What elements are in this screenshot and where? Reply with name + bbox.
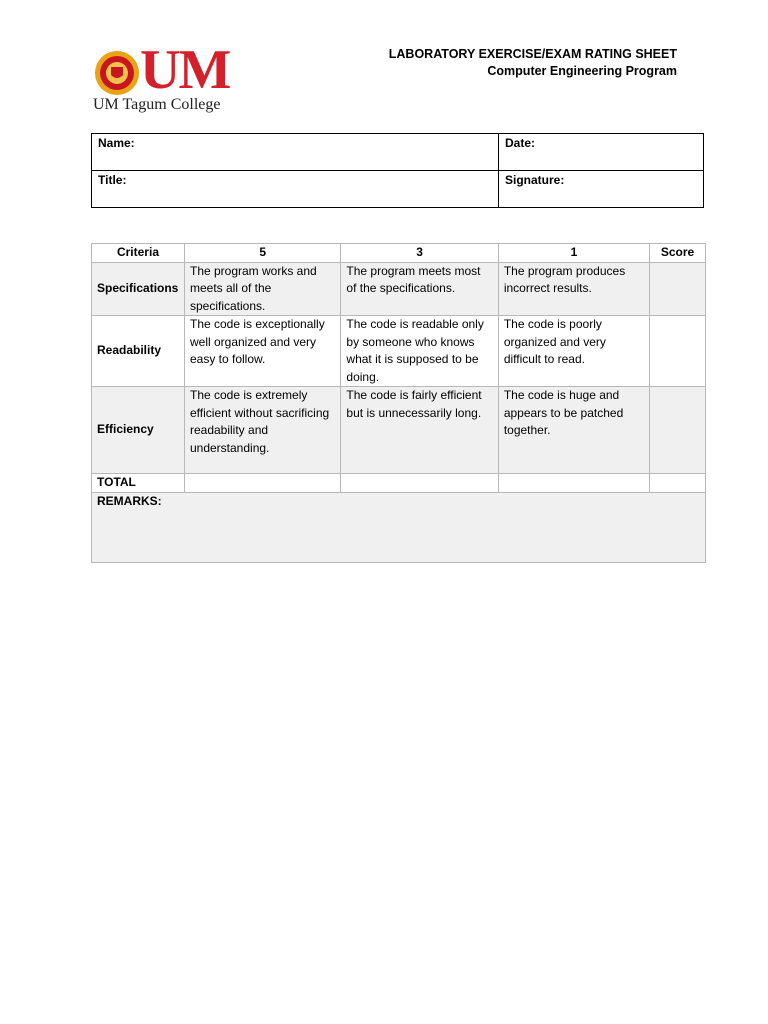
rubric-table xyxy=(91,243,706,563)
total-label: TOTAL xyxy=(92,474,185,493)
remarks-label: REMARKS: xyxy=(97,493,162,508)
college-name: UM Tagum College xyxy=(93,96,221,113)
descriptor-cell: The code is extremely efficient without sacrificing readability and understanding. xyxy=(184,387,340,474)
total-score-cell[interactable] xyxy=(650,474,706,493)
name-label: Name: xyxy=(98,136,135,150)
criteria-cell: Specifications xyxy=(92,262,185,316)
student-info-table xyxy=(91,133,704,208)
program-name: Computer Engineering Program xyxy=(487,64,677,78)
descriptor-cell: The code is huge and appears to be patched together. xyxy=(498,387,649,474)
total-row xyxy=(92,474,706,493)
descriptor-cell: The program meets most of the specifications. xyxy=(341,262,498,316)
table-row xyxy=(92,316,706,387)
score-1-header: 1 xyxy=(498,244,649,263)
rubric-header-row xyxy=(92,244,706,263)
title-field[interactable] xyxy=(92,171,499,208)
document-header xyxy=(389,46,677,80)
score-header: Score xyxy=(650,244,706,263)
signature-label: Signature: xyxy=(505,173,565,187)
score-cell[interactable] xyxy=(650,316,706,387)
criteria-cell: Efficiency xyxy=(92,387,185,474)
total-cell[interactable] xyxy=(498,474,649,493)
descriptor-cell: The code is poorly organized and very difficult to read. xyxy=(498,316,649,387)
name-field[interactable] xyxy=(92,134,499,171)
um-tagum-logo xyxy=(92,39,252,116)
descriptor-cell: The code is fairly efficient but is unnecessarily long. xyxy=(341,387,498,474)
descriptor-cell: The program works and meets all of the specifications. xyxy=(184,262,340,316)
score-cell[interactable] xyxy=(650,387,706,474)
table-row xyxy=(92,387,706,474)
descriptor-cell: The code is exceptionally well organized and very easy to follow. xyxy=(184,316,340,387)
score-5-header: 5 xyxy=(184,244,340,263)
total-cell[interactable] xyxy=(184,474,340,493)
date-label: Date: xyxy=(505,136,536,150)
college-seal-icon xyxy=(94,50,140,96)
date-field[interactable] xyxy=(499,134,704,171)
logo-um-text: UM xyxy=(140,39,230,101)
title-label: Title: xyxy=(98,173,127,187)
table-row xyxy=(92,262,706,316)
remarks-row xyxy=(92,492,706,562)
descriptor-cell: The code is readable only by someone who knows what it is supposed to be doing. xyxy=(341,316,498,387)
descriptor-cell: The program produces incorrect results. xyxy=(498,262,649,316)
criteria-header: Criteria xyxy=(92,244,185,263)
total-cell[interactable] xyxy=(341,474,498,493)
remarks-field[interactable] xyxy=(92,492,706,562)
score-cell[interactable] xyxy=(650,262,706,316)
signature-field[interactable] xyxy=(499,171,704,208)
score-3-header: 3 xyxy=(341,244,498,263)
document-title: LABORATORY EXERCISE/EXAM RATING SHEET xyxy=(388,47,677,61)
criteria-cell: Readability xyxy=(92,316,185,387)
